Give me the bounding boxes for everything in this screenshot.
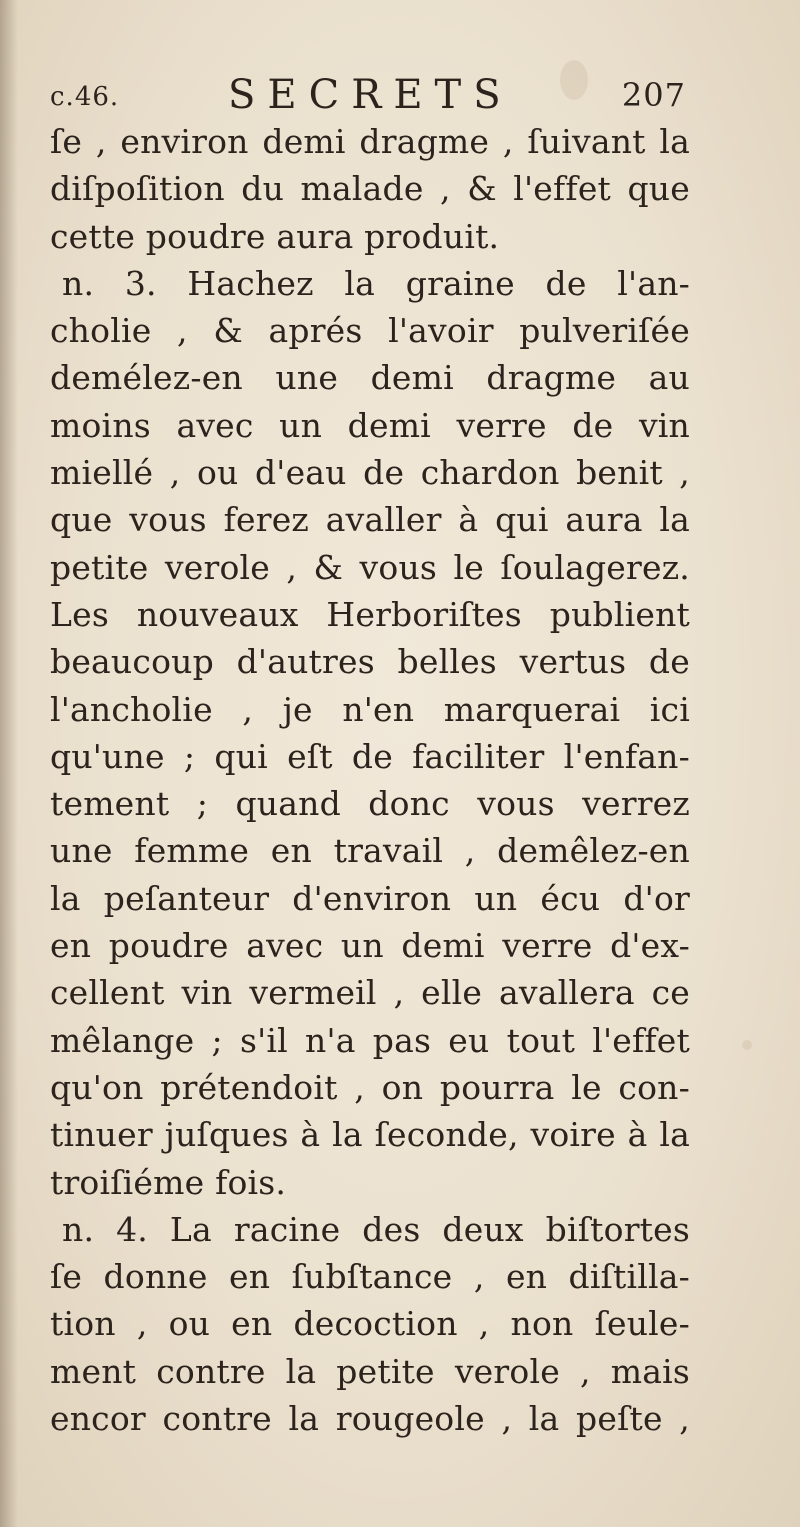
text-line: ment contre la petite verole , mais [50, 1351, 690, 1391]
text-line: cholie , & aprés l'avoir pulveriſée [50, 311, 690, 351]
text-line: miellé , ou d'eau de chardon benit , [50, 453, 690, 493]
text-line: ſe , environ demi dragme , ſuivant la [50, 122, 690, 161]
running-title: SECRETS [228, 72, 513, 118]
text-line: l'ancholie , je n'en marquerai ici [50, 689, 690, 729]
text-line: tinuer juſques à la ſeconde, voire à la [50, 1115, 690, 1155]
text-line: cette poudre aura produit. [50, 216, 500, 256]
text-line: beaucoup d'autres belles vertus de [50, 642, 690, 682]
running-head [50, 70, 686, 122]
text-line: en poudre avec un demi verre d'ex- [50, 926, 690, 966]
text-line: n. 3. Hachez la graine de l'an- [62, 263, 690, 303]
body-text [50, 118, 690, 1442]
page-number: 207 [621, 76, 686, 114]
text-line: n. 4. La racine des deux biſtortes [62, 1209, 690, 1249]
paper-stain [742, 1040, 752, 1050]
text-line: diſpoſition du malade , & l'effet que [50, 169, 690, 209]
gutter-shadow [0, 0, 18, 1527]
text-line: tement ; quand donc vous verrez [50, 784, 690, 824]
text-line: encor contre la rougeole , la peſte , [50, 1399, 690, 1439]
text-line: une femme en travail , demêlez-en [50, 831, 690, 871]
text-line: moins avec un demi verre de vin [50, 405, 690, 445]
text-line: cellent vin vermeil , elle avallera ce [50, 973, 690, 1013]
text-line: qu'on prétendoit , on pourra le con- [50, 1067, 690, 1107]
text-line: ſe donne en ſubſtance , en diſtilla- [50, 1257, 690, 1297]
text-line: que vous ferez avaller à qui aura la [50, 500, 690, 540]
text-line: qu'une ; qui eſt de faciliter l'enfan- [50, 736, 690, 776]
text-line: tion , ou en decoction , non ſeule- [50, 1304, 690, 1344]
signature-mark: c.46. [50, 82, 120, 112]
text-line: troiſiéme fois. [50, 1162, 287, 1202]
text-line: demélez-en une demi dragme au [50, 358, 690, 398]
text-line: Les nouveaux Herboriſtes publient [50, 594, 690, 634]
text-line: la peſanteur d'environ un écu d'or [50, 878, 690, 918]
text-line: mêlange ; s'il n'a pas eu tout l'effet [50, 1020, 690, 1060]
text-line: petite verole , & vous le ſoulagerez. [50, 547, 690, 587]
